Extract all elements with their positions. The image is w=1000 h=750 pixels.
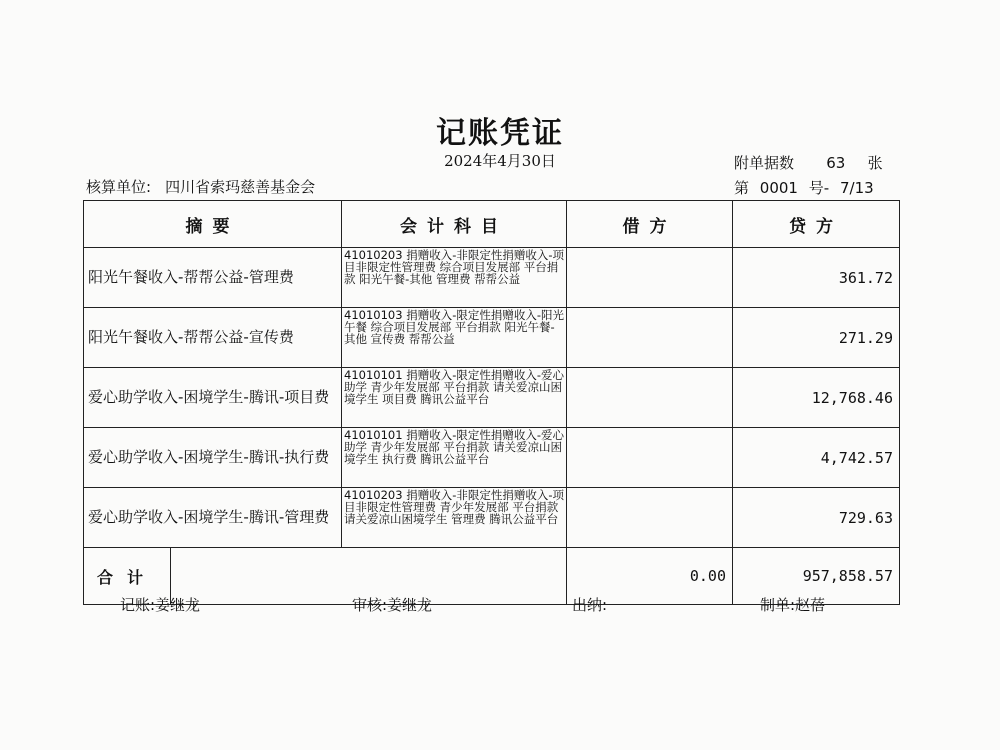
row-debit — [567, 368, 733, 428]
row-debit — [567, 248, 733, 308]
row-debit — [567, 308, 733, 368]
table-row — [84, 488, 900, 548]
preparer-signature: 制单:赵蓓 — [760, 596, 826, 614]
total-label: 合计 — [84, 548, 171, 604]
accounting-unit — [86, 176, 315, 197]
row-credit: 271.29 — [733, 308, 900, 368]
table-row — [84, 428, 900, 488]
row-credit: 729.63 — [733, 488, 900, 548]
total-credit: 957,858.57 — [733, 548, 900, 605]
table-row — [84, 368, 900, 428]
cashier-signature: 出纳: — [572, 596, 608, 614]
col-debit-header: 借方 — [567, 201, 733, 248]
row-account: 41010203 捐赠收入-非限定性捐赠收入-项目非限定性管理费 青少年发展部 平台捐款 请关爱凉山困境学生 管理费 腾讯公益平台 — [342, 488, 567, 548]
row-credit: 361.72 — [733, 248, 900, 308]
bookkeeper-signature: 记账:姜继龙 — [120, 596, 201, 614]
col-summary-header: 摘要 — [84, 201, 342, 248]
row-debit — [567, 488, 733, 548]
row-summary: 爱心助学收入-困境学生-腾讯-管理费 — [84, 488, 342, 548]
total-debit: 0.00 — [567, 548, 733, 605]
attach-count: 63 — [826, 154, 846, 172]
row-account: 41010101 捐赠收入-限定性捐赠收入-爱心助学 青少年发展部 平台捐款 请关爱凉山困境学生 项目费 腾讯公益平台 — [342, 368, 567, 428]
row-summary: 阳光午餐收入-帮帮公益-管理费 — [84, 248, 342, 308]
voucher-date: 2024年4月30日 — [444, 152, 556, 170]
seq-page: 7/13 — [839, 179, 874, 197]
header-row — [84, 201, 900, 248]
voucher-number — [734, 177, 880, 198]
voucher-table — [83, 200, 900, 605]
row-account: 41010203 捐赠收入-非限定性捐赠收入-项目非限定性管理费 综合项目发展部 平台捐款 阳光午餐-其他 管理费 帮帮公益 — [342, 248, 567, 308]
unit-label: 核算单位: — [86, 178, 152, 196]
attach-label: 附单据数 — [734, 154, 795, 172]
voucher-title: 记账凭证 — [436, 116, 564, 151]
attachment-count — [734, 152, 883, 173]
unit-name: 四川省索玛慈善基金会 — [165, 178, 316, 196]
row-credit: 12,768.46 — [733, 368, 900, 428]
auditor-signature: 审核:姜继龙 — [352, 596, 433, 614]
attach-unit: 张 — [867, 154, 883, 172]
table-row — [84, 248, 900, 308]
row-account: 41010101 捐赠收入-限定性捐赠收入-爱心助学 青少年发展部 平台捐款 请关爱凉山困境学生 执行费 腾讯公益平台 — [342, 428, 567, 488]
row-account: 41010103 捐赠收入-限定性捐赠收入-阳光午餐 综合项目发展部 平台捐款 阳光午餐-其他 宣传费 帮帮公益 — [342, 308, 567, 368]
table-row — [84, 308, 900, 368]
row-summary: 爱心助学收入-困境学生-腾讯-项目费 — [84, 368, 342, 428]
row-summary: 阳光午餐收入-帮帮公益-宣传费 — [84, 308, 342, 368]
col-credit-header: 贷方 — [733, 201, 900, 248]
seq-number: 0001 — [759, 179, 798, 197]
row-summary: 爱心助学收入-困境学生-腾讯-执行费 — [84, 428, 342, 488]
row-debit — [567, 428, 733, 488]
seq-prefix: 第 — [734, 179, 750, 197]
col-account-header: 会计科目 — [342, 201, 567, 248]
seq-mid: 号- — [808, 179, 830, 197]
row-credit: 4,742.57 — [733, 428, 900, 488]
